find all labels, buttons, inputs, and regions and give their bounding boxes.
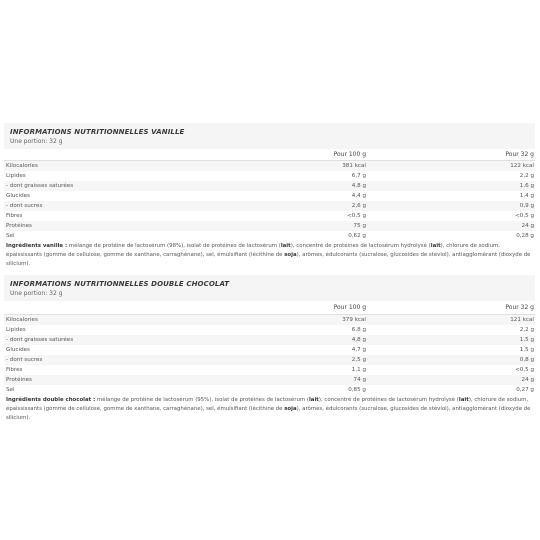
ingredients-text: ), concentré de protéines de lactosérum hydrolysé ( xyxy=(318,397,459,403)
ingredients-text: mélange de protéine de lactosérum (95%), isolat de protéines de lactosérum ( xyxy=(95,397,309,403)
vanilla-col-per-32g: Pour 32 g xyxy=(505,151,534,158)
row-value-32g: 1,5 g xyxy=(519,347,534,353)
table-row xyxy=(4,375,535,385)
allergen: lait xyxy=(430,243,441,249)
row-value-100g: 0,85 g xyxy=(348,387,366,393)
row-value-32g: 0,28 g xyxy=(516,233,534,239)
row-label: Sel xyxy=(6,387,15,393)
row-value-100g: 6,8 g xyxy=(351,327,366,333)
row-label: Lipides xyxy=(6,327,26,333)
row-label: Protéines xyxy=(6,377,32,383)
ingredients-text: ), arômes, édulcorants (sucralose, glucosides de stéviol), antiagglomérant (dioxyde de silicium). xyxy=(6,252,531,267)
row-label: Fibres xyxy=(6,213,23,219)
row-value-100g: 4,8 g xyxy=(351,183,366,189)
allergen: lait xyxy=(308,397,319,403)
row-value-32g: 0,9 g xyxy=(519,203,534,209)
vanilla-ingredients xyxy=(4,242,535,269)
row-value-32g: 1,5 g xyxy=(519,337,534,343)
row-value-100g: 4,8 g xyxy=(351,337,366,343)
vanilla-nutrition-section xyxy=(4,123,535,269)
table-row xyxy=(4,365,535,375)
table-row xyxy=(4,385,535,395)
table-row xyxy=(4,161,535,171)
row-value-32g: 2,2 g xyxy=(519,327,534,333)
row-value-32g: 122 kcal xyxy=(510,163,534,169)
row-label: Lipides xyxy=(6,173,26,179)
row-value-32g: 1,4 g xyxy=(519,193,534,199)
row-label: Sel xyxy=(6,233,15,239)
ingredients-text: ), arômes, édulcorants (sucralose, glucosides de stéviol), antiagglomérant (dioxyde de silicium). xyxy=(6,406,531,421)
vanilla-title: INFORMATIONS NUTRITIONNELLES VANILLE xyxy=(10,128,185,136)
vanilla-col-per-100g: Pour 100 g xyxy=(333,151,366,158)
row-label: - dont sucres xyxy=(6,357,43,363)
ingredients-text: mélange de protéine de lactosérum (98%), isolat de protéines de lactosérum ( xyxy=(67,243,281,249)
ingredients-text: ), chlorure de sodium, épaississants (gomme de cellulose, gomme de xanthane, carraghénane), sel, émulsifiant (lécithine de xyxy=(6,243,500,258)
row-value-32g: 0,8 g xyxy=(519,357,534,363)
table-row xyxy=(4,325,535,335)
row-value-100g: 6,7 g xyxy=(351,173,366,179)
row-label: Kilocalories xyxy=(6,317,38,323)
row-value-100g: <0,5 g xyxy=(347,213,366,219)
row-value-100g: 0,62 g xyxy=(348,233,366,239)
row-value-100g: 4,7 g xyxy=(351,347,366,353)
ingredients-label: Ingrédients vanille : xyxy=(6,243,68,249)
chocolate-header xyxy=(4,275,535,301)
table-row xyxy=(4,181,535,191)
row-value-100g: 1,1 g xyxy=(351,367,366,373)
table-row xyxy=(4,191,535,201)
row-label: Fibres xyxy=(6,367,23,373)
row-value-100g: 379 kcal xyxy=(342,317,366,323)
row-label: Glucides xyxy=(6,347,30,353)
table-row xyxy=(4,315,535,325)
chocolate-col-per-32g: Pour 32 g xyxy=(505,304,534,311)
row-label: - dont graisses saturées xyxy=(6,183,74,189)
allergen: lait xyxy=(280,243,291,249)
row-label: - dont sucres xyxy=(6,203,43,209)
row-value-32g: <0,5 g xyxy=(515,367,534,373)
row-value-32g: 1,6 g xyxy=(519,183,534,189)
table-row xyxy=(4,231,535,241)
chocolate-column-headers xyxy=(4,301,535,315)
row-value-32g: 2,2 g xyxy=(519,173,534,179)
row-value-100g: 2,5 g xyxy=(351,357,366,363)
row-label: Glucides xyxy=(6,193,30,199)
chocolate-nutrition-section xyxy=(4,275,535,423)
vanilla-column-headers xyxy=(4,149,535,161)
table-row xyxy=(4,345,535,355)
row-value-100g: 75 g xyxy=(353,223,366,229)
row-value-32g: 24 g xyxy=(521,223,534,229)
allergen: soja xyxy=(284,406,297,412)
chocolate-ingredients xyxy=(4,396,535,423)
table-row xyxy=(4,171,535,181)
chocolate-portion: Une portion: 32 g xyxy=(10,290,63,297)
vanilla-portion: Une portion: 32 g xyxy=(10,138,63,145)
row-label: Protéines xyxy=(6,223,32,229)
allergen: soja xyxy=(284,252,297,258)
row-value-100g: 74 g xyxy=(353,377,366,383)
ingredients-text: ), concentré de protéines de lactosérum hydrolysé ( xyxy=(290,243,431,249)
row-value-100g: 381 kcal xyxy=(342,163,366,169)
row-value-32g: <0,5 g xyxy=(515,213,534,219)
chocolate-title: INFORMATIONS NUTRITIONNELLES DOUBLE CHOCOLAT xyxy=(10,280,230,288)
table-row xyxy=(4,335,535,345)
table-row xyxy=(4,355,535,365)
row-value-32g: 24 g xyxy=(521,377,534,383)
vanilla-header xyxy=(4,123,535,149)
row-value-32g: 121 kcal xyxy=(510,317,534,323)
table-row xyxy=(4,221,535,231)
allergen: lait xyxy=(458,397,469,403)
table-row xyxy=(4,211,535,221)
table-row xyxy=(4,201,535,211)
row-value-100g: 2,6 g xyxy=(351,203,366,209)
ingredients-label: Ingrédients double chocolat : xyxy=(6,397,96,403)
row-label: Kilocalories xyxy=(6,163,38,169)
row-value-100g: 4,4 g xyxy=(351,193,366,199)
chocolate-col-per-100g: Pour 100 g xyxy=(333,304,366,311)
row-value-32g: 0,27 g xyxy=(516,387,534,393)
row-label: - dont graisses saturées xyxy=(6,337,74,343)
ingredients-text: ), chlorure de sodium, épaississants (gomme de cellulose, gomme de xanthane, carraghénane), sel, émulsifiant (lécithine de xyxy=(6,397,529,412)
